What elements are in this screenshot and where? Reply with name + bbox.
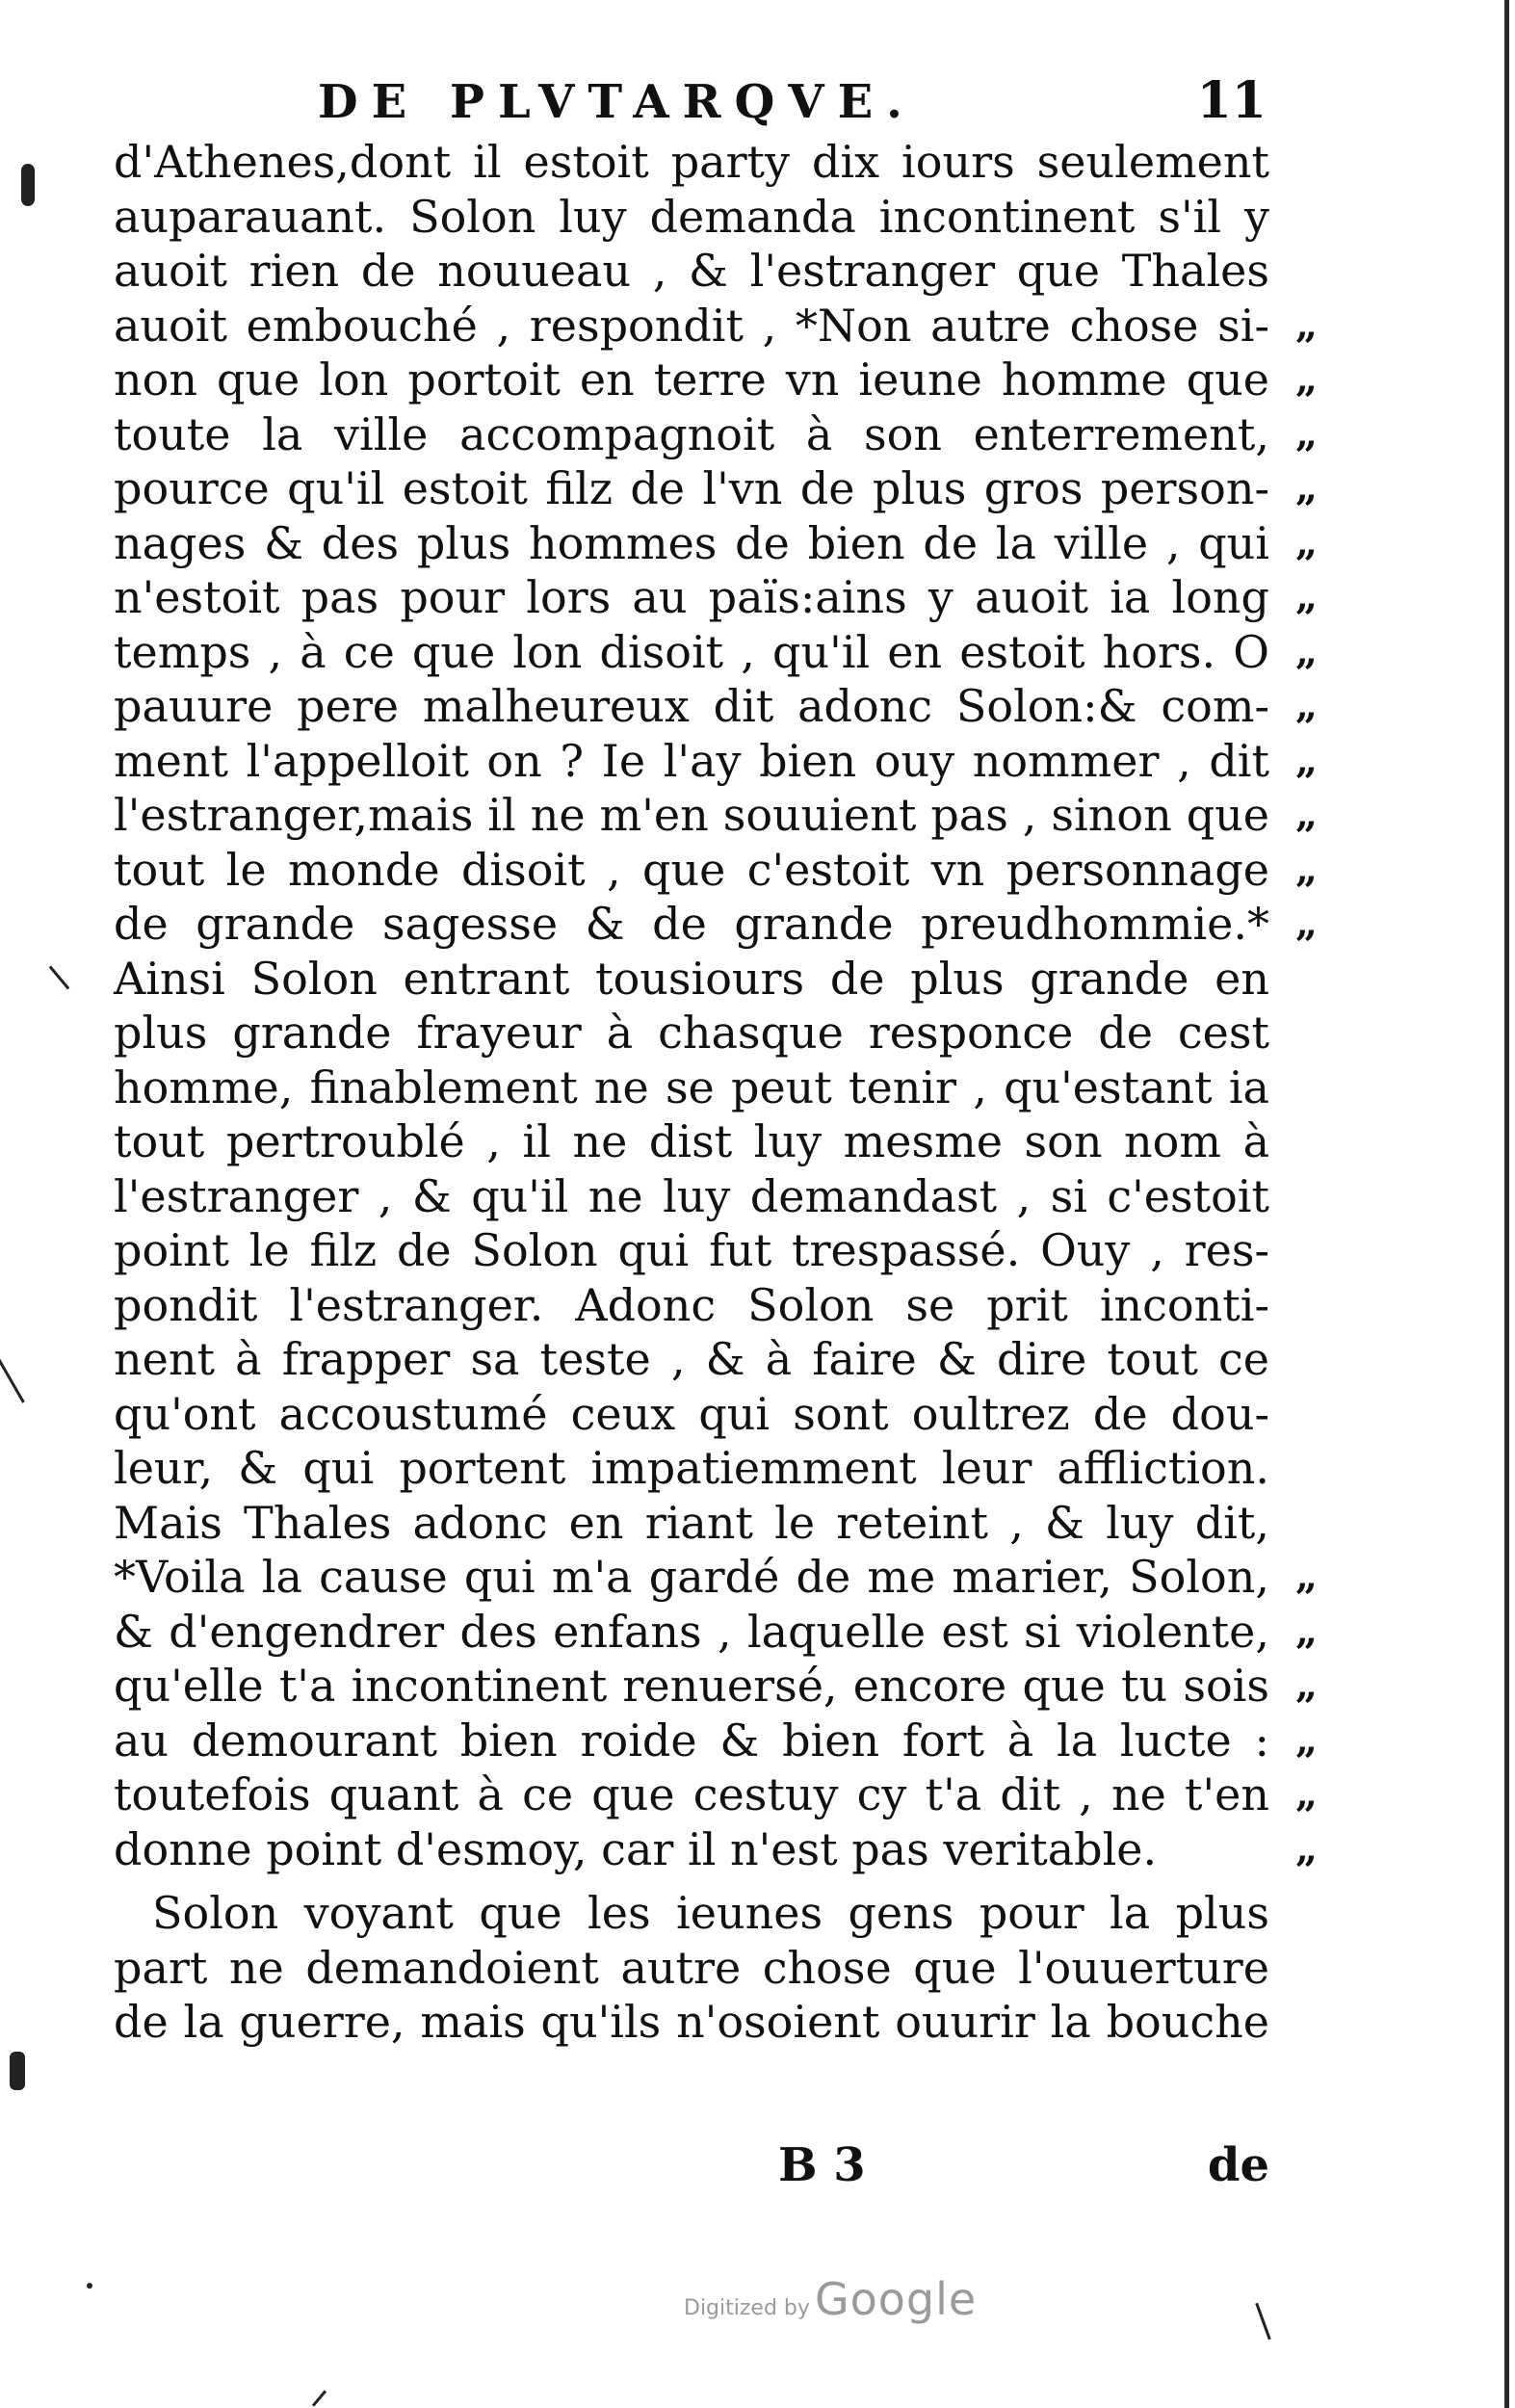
text-line: qu'ont accoustumé ceux qui sont oultrez de dou-	[114, 1387, 1269, 1440]
text-line: tout pertroublé , il ne dist luy mesme son nom à	[114, 1115, 1269, 1167]
ink-speck	[10, 2052, 25, 2090]
text-line: & d'engendrer des enfans , laquelle est si violente,	[114, 1605, 1269, 1658]
margin-quote-mark	[1295, 1496, 1353, 1551]
text-line: *Voila la cause qui m'a gardé de me marier, Solon,	[114, 1551, 1269, 1603]
margin-quote-mark	[1295, 1387, 1353, 1442]
margin-quote-mark	[1295, 1995, 1353, 2050]
text-line: pource qu'il estoit filz de l'vn de plus gros person-	[114, 462, 1269, 514]
text-line: tout le monde disoit , que c'estoit vn personnage	[114, 843, 1269, 896]
margin-quote-mark: „	[1295, 901, 1319, 946]
text-line: auoit rien de nouueau , & l'estranger que Thales	[114, 245, 1269, 297]
body-text	[114, 135, 1269, 2050]
signature-mark: B 3	[778, 2138, 866, 2192]
margin-quote-mark	[1295, 1941, 1353, 1996]
margin-quote-mark	[1295, 1223, 1353, 1278]
watermark-brand: Google	[815, 2273, 978, 2325]
running-head: DE PLVTARQVE.	[318, 75, 916, 129]
text-line: de la guerre, mais qu'ils n'osoient ouurir la bouche	[114, 1996, 1269, 2048]
margin-quote-mark: „	[1295, 737, 1319, 783]
margin-quote-mark: „	[1295, 1554, 1319, 1599]
text-line: temps , à ce que lon disoit , qu'il en estoit hors. O	[114, 625, 1269, 678]
margin-quote-mark: „	[1295, 1771, 1319, 1817]
margin-quote-mark	[1295, 1006, 1353, 1060]
margin-quote-mark: „	[1295, 1825, 1319, 1871]
margin-quote-mark	[1295, 190, 1353, 245]
text-line: auoit embouché , respondit , *Non autre chose si-	[114, 299, 1269, 352]
text-line: qu'elle t'a incontinent renuersé, encore que tu sois	[114, 1660, 1269, 1712]
margin-quote-mark: „	[1295, 356, 1319, 402]
text-line: plus grande frayeur à chasque responce de cest	[114, 1007, 1269, 1059]
margin-quote-mark: „	[1295, 410, 1319, 457]
quotation-margin	[1295, 135, 1353, 2050]
text-line: nent à frapper sa teste , & à faire & dire tout ce	[114, 1333, 1269, 1385]
text-line: l'estranger,mais il ne m'en souuient pas , sinon que	[114, 789, 1269, 841]
text-line: leur, & qui portent impatiemment leur affliction.	[114, 1442, 1269, 1494]
catchword: de	[1207, 2138, 1269, 2192]
text-line: de grande sagesse & de grande preudhommie.*	[114, 898, 1269, 950]
text-line: part ne demandoient autre chose que l'ouuerture	[114, 1941, 1269, 1994]
margin-quote-mark	[1295, 1278, 1353, 1333]
text-line: donne point d'esmoy, car il n'est pas veritable.	[114, 1822, 1158, 1875]
digitization-watermark	[684, 2273, 977, 2325]
ink-speck	[49, 966, 70, 990]
text-line: homme, finablement ne se peut tenir , qu'estant ia	[114, 1060, 1269, 1113]
text-line: non que lon portoit en terre vn ieune homme que	[114, 353, 1269, 406]
margin-quote-mark: „	[1295, 1608, 1319, 1654]
margin-quote-mark: „	[1295, 683, 1319, 728]
margin-quote-mark: „	[1295, 465, 1319, 510]
margin-quote-mark	[1295, 244, 1353, 299]
text-line: ment l'appelloit on ? Ie l'ay bien ouy nommer , dit	[114, 734, 1269, 787]
ink-speck	[1255, 2303, 1271, 2341]
margin-quote-mark: „	[1295, 1662, 1319, 1708]
margin-quote-mark: „	[1295, 574, 1319, 619]
margin-quote-mark: „	[1295, 628, 1319, 674]
margin-quote-mark	[1295, 1886, 1353, 1941]
margin-quote-mark	[1295, 1169, 1353, 1224]
text-line: Ainsi Solon entrant tousiours de plus grande en	[114, 952, 1269, 1005]
catchline	[114, 2138, 1269, 2196]
text-line: pauure pere malheureux dit adonc Solon:& com-	[114, 680, 1269, 732]
margin-quote-mark: „	[1295, 301, 1319, 348]
margin-quote-mark	[1295, 1332, 1353, 1387]
text-line: toute la ville accompagnoit à son enterrement,	[114, 407, 1269, 460]
ink-speck	[0, 1351, 25, 1402]
margin-quote-mark	[1295, 1060, 1353, 1115]
margin-quote-mark	[1295, 1114, 1353, 1169]
margin-quote-mark: „	[1295, 792, 1319, 837]
margin-quote-mark	[1295, 952, 1353, 1007]
margin-quote-mark: „	[1295, 1716, 1319, 1763]
text-line: au demourant bien roide & bien fort à la lucte :	[114, 1714, 1269, 1767]
text-line: point le filz de Solon qui fut trespassé. Ouy , res-	[114, 1224, 1269, 1276]
paragraph-start-line: Solon voyant que les ieunes gens pour la plus	[152, 1887, 1269, 1939]
ink-speck	[87, 2283, 92, 2289]
watermark-prefix: Digitized by	[684, 2296, 810, 2320]
text-line: auparauant. Solon luy demanda incontinent s'il y	[114, 190, 1269, 243]
margin-quote-mark: „	[1295, 846, 1319, 892]
text-line: n'estoit pas pour lors au païs:ains y auoit ia long	[114, 571, 1269, 623]
page-number: 11	[1196, 71, 1267, 130]
text-line: l'estranger , & qu'il ne luy demandast , si c'estoit	[114, 1169, 1269, 1222]
margin-quote-mark: „	[1295, 519, 1319, 565]
ink-speck	[312, 2390, 327, 2406]
text-line: nages & des plus hommes de bien de la ville , qui	[114, 516, 1269, 569]
page-edge-shadow	[1504, 0, 1509, 2408]
margin-quote-mark	[1295, 135, 1353, 190]
text-line: d'Athenes,dont il estoit party dix iours seulement	[114, 136, 1269, 188]
margin-quote-mark	[1295, 1441, 1353, 1496]
text-line: Mais Thales adonc en riant le reteint , & luy dit,	[114, 1496, 1269, 1549]
ink-speck	[21, 164, 35, 206]
text-line: pondit l'estranger. Adonc Solon se prit inconti-	[114, 1278, 1269, 1331]
text-line: toutefois quant à ce que cestuy cy t'a dit , ne t'en	[114, 1768, 1269, 1820]
